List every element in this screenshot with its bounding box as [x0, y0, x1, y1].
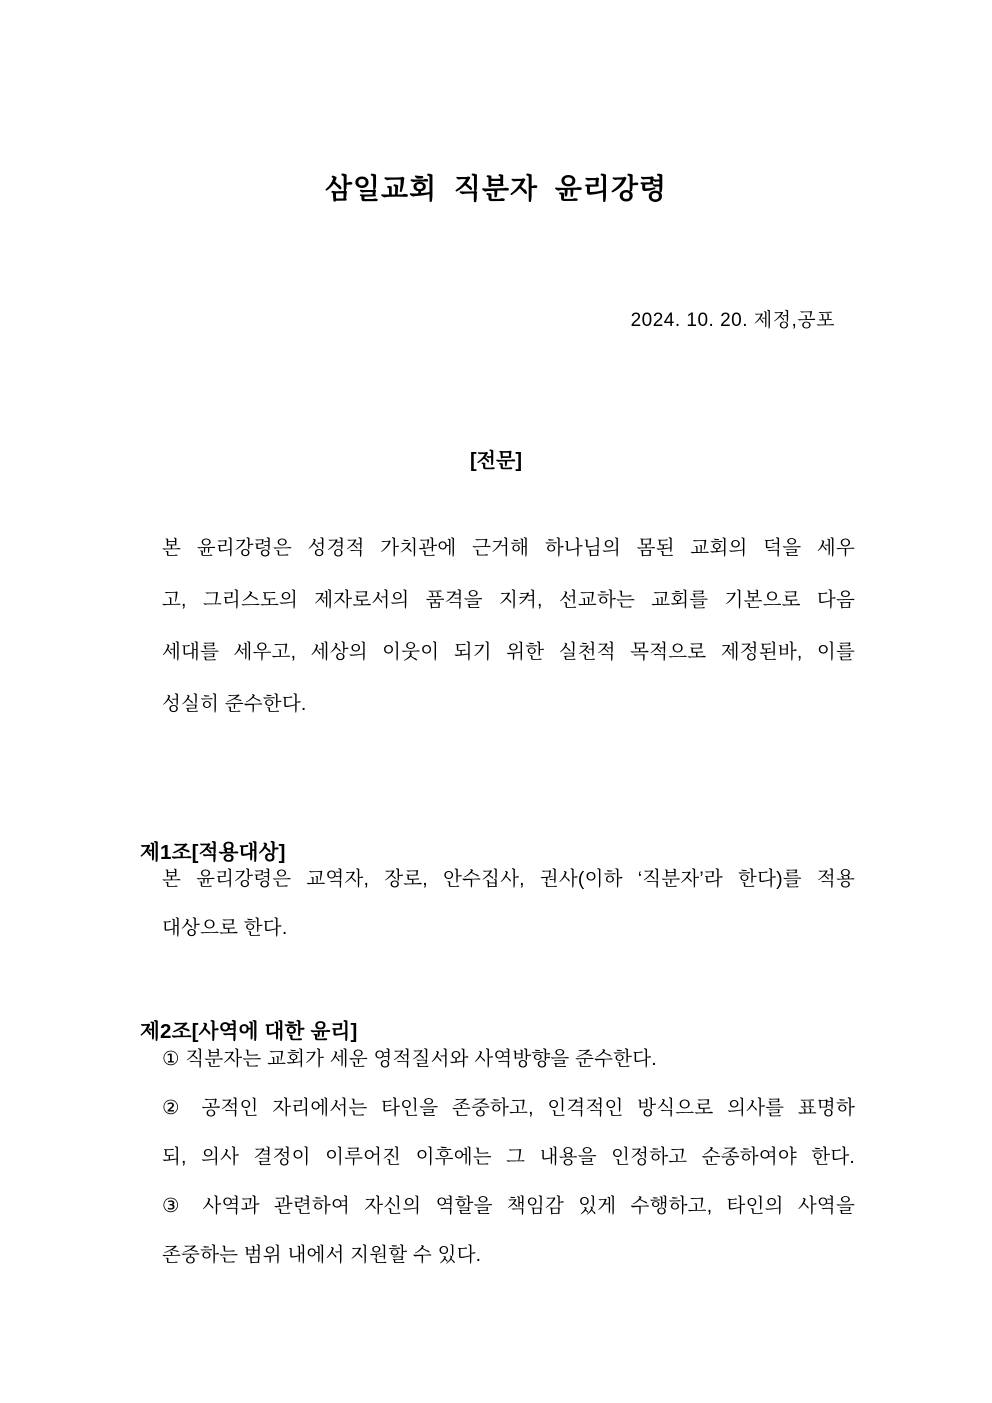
article-2-item-1: ① 직분자는 교회가 세운 영적질서와 사역방향을 준수한다. — [162, 1048, 657, 1070]
article-2-body — [162, 1035, 855, 1280]
preamble-line: 고, 그리스도의 제자로서의 품격을 지켜, 선교하는 교회를 기본으로 다음 — [162, 589, 855, 611]
preamble-line: 세대를 세우고, 세상의 이웃이 되기 위한 실천적 목적으로 제정된바, 이를 — [162, 641, 855, 663]
article-2-item-2: ② 공적인 자리에서는 타인을 존중하고, 인격적인 방식으로 의사를 표명하 — [162, 1097, 855, 1119]
article-2-item-2-continued: 되, 의사 결정이 이루어진 이후에는 그 내용을 인정하고 순종하여야 한다. — [162, 1146, 855, 1168]
article-2-heading: 제2조[사역에 대한 윤리] — [140, 1020, 358, 1043]
article-1-line: 본 윤리강령은 교역자, 장로, 안수집사, 권사(이하 ‘직분자’라 한다)를 적용 — [162, 868, 855, 890]
preamble-line: 본 윤리강령은 성경적 가치관에 근거해 하나님의 몸된 교회의 덕을 세우 — [162, 537, 855, 559]
preamble-line: 성실히 준수한다. — [162, 693, 307, 715]
preamble-heading: [전문] — [470, 450, 522, 472]
article-1-line: 대상으로 한다. — [162, 917, 288, 939]
document-title: 삼일교회 직분자 윤리강령 — [324, 172, 668, 204]
article-1-heading: 제1조[적용대상] — [140, 841, 286, 864]
article-2-item-3: ③ 사역과 관련하여 자신의 역할을 책임감 있게 수행하고, 타인의 사역을 — [162, 1195, 855, 1217]
enactment-date: 2024. 10. 20. 제정,공포 — [630, 310, 835, 331]
article-2-item-3-continued: 존중하는 범위 내에서 지원할 수 있다. — [162, 1244, 482, 1266]
preamble-paragraph — [162, 522, 855, 730]
article-1-body — [162, 855, 855, 953]
